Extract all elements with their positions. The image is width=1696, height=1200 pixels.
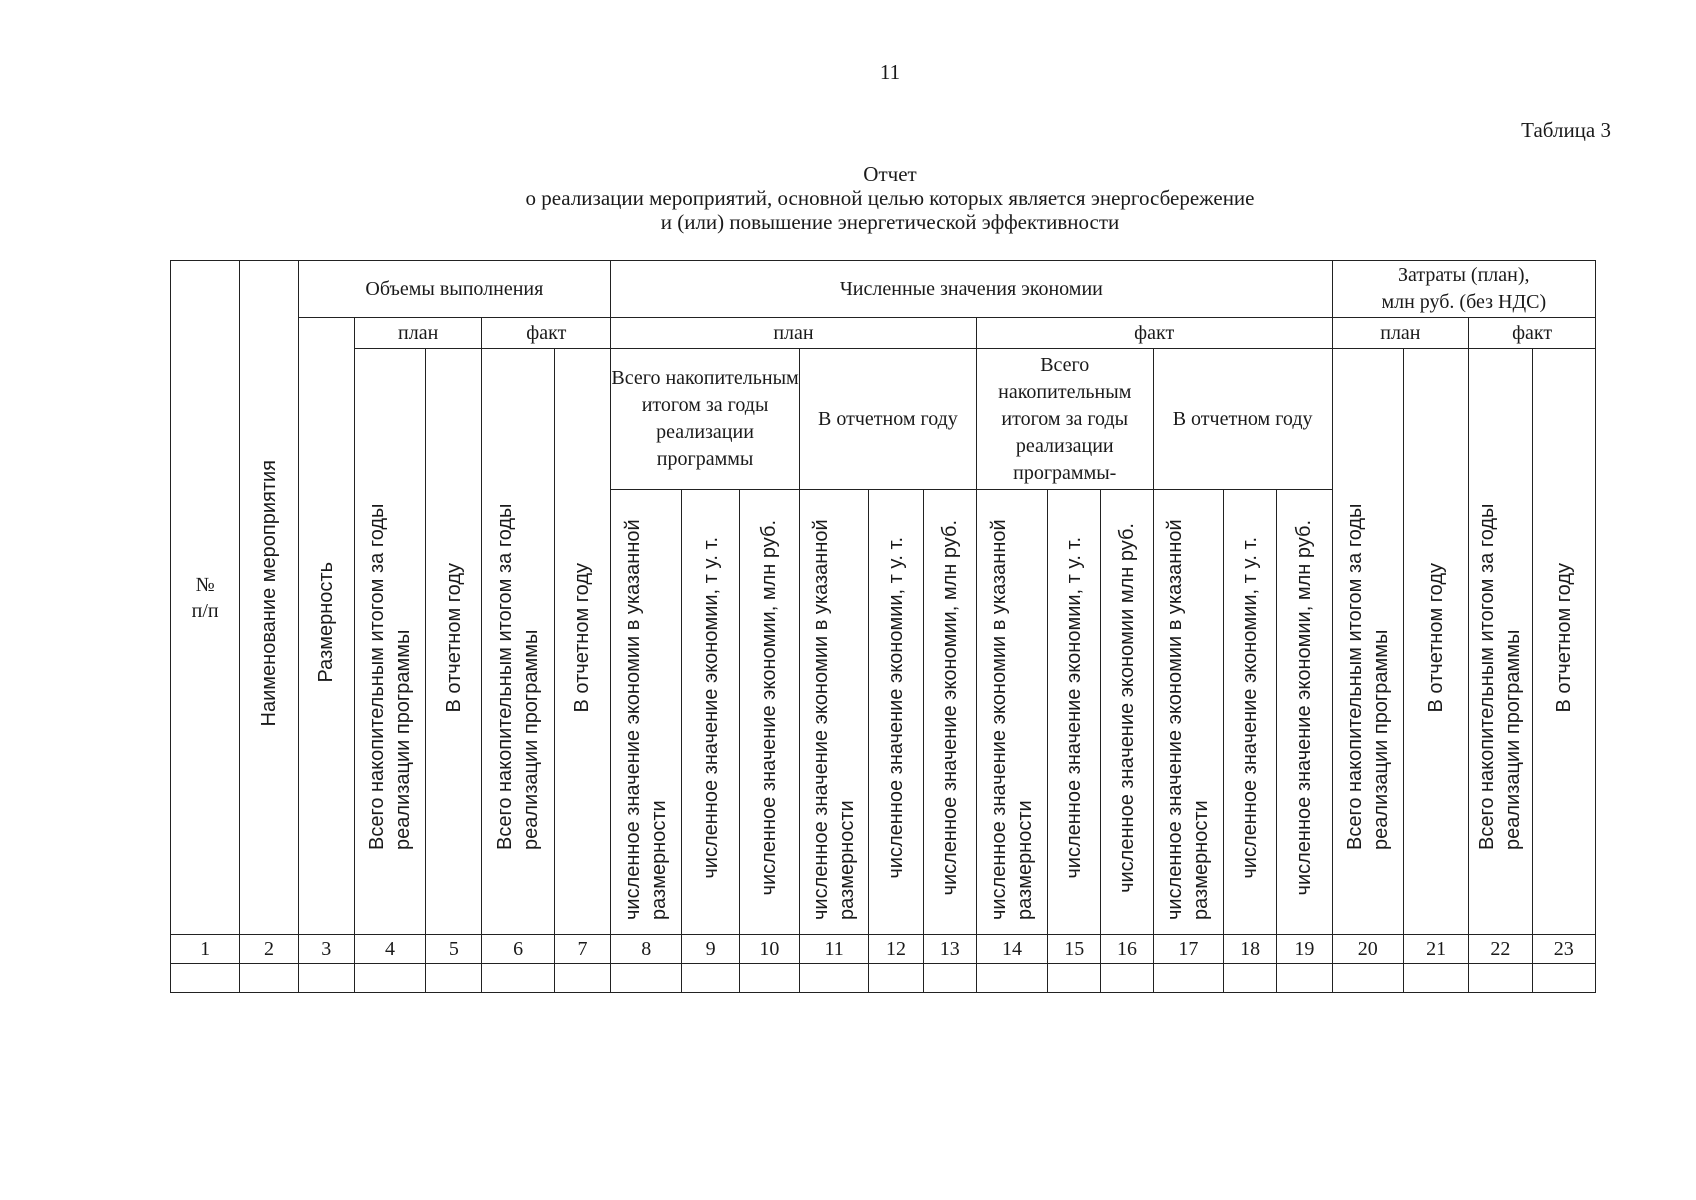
header-costs-line-1: Затраты (план), (1398, 264, 1530, 286)
title-line-2: о реализации мероприятий, основной целью которых является энергосбережение (525, 186, 1255, 210)
table-cell (1224, 964, 1277, 993)
header-volumes-plan: план (354, 318, 482, 349)
col-5-header: В отчетном году (426, 349, 482, 935)
report-table (170, 260, 1596, 993)
header-costs-line-2: млн руб. (без НДС) (1381, 291, 1547, 313)
header-costs (1332, 261, 1595, 318)
table-cell (1469, 964, 1532, 993)
header-no-line-2: п/п (191, 599, 219, 622)
table-cell (869, 964, 923, 993)
title-line-1: Отчет (863, 162, 917, 186)
header-savings: Численные значения экономии (611, 261, 1332, 318)
column-number: 9 (682, 935, 739, 964)
header-name-label: Наименование мероприятия (257, 460, 280, 727)
column-number: 23 (1532, 935, 1595, 964)
header-savings-plan: план (611, 318, 977, 349)
table-cell (682, 964, 739, 993)
table-cell (976, 964, 1047, 993)
column-number: 17 (1153, 935, 1223, 964)
header-dimension-label: Размерность (315, 561, 338, 683)
table-cell (554, 964, 610, 993)
col-11-header: численное значение экономии в указанной размерности (800, 490, 869, 935)
empty-data-row (171, 964, 1596, 993)
title-line-3: и (или) повышение энергетической эффективности (660, 210, 1120, 234)
col-7-header: В отчетном году (554, 349, 610, 935)
table-cell (923, 964, 976, 993)
header-no (171, 261, 240, 935)
table-cell (298, 964, 354, 993)
savings-fact-year-block: В отчетном году (1153, 349, 1332, 490)
col-14-header: численное значение экономии в указанной размерности (976, 490, 1047, 935)
col-13-header: численное значение экономии, млн руб. (923, 490, 976, 935)
column-number: 18 (1224, 935, 1277, 964)
column-number: 15 (1048, 935, 1101, 964)
report-title (0, 162, 1696, 234)
column-number: 1 (171, 935, 240, 964)
column-number: 12 (869, 935, 923, 964)
column-number: 3 (298, 935, 354, 964)
savings-plan-total-block: Всего накопительным итогом за годы реализации программы (611, 349, 800, 490)
column-number: 11 (800, 935, 869, 964)
column-number: 5 (426, 935, 482, 964)
table-cell (171, 964, 240, 993)
table-cell (240, 964, 298, 993)
col-23-header: В отчетном году (1532, 349, 1595, 935)
table-cell (1277, 964, 1332, 993)
header-volumes: Объемы выполнения (298, 261, 611, 318)
column-number: 21 (1403, 935, 1468, 964)
col-19-header: численное значение экономии, млн руб. (1277, 490, 1332, 935)
col-4-header: Всего накопительным итогом за годы реализации программы (354, 349, 425, 935)
savings-fact-total-block: Всего накопительным итогом за годы реализации программы- (976, 349, 1153, 490)
col-18-header: численное значение экономии, т у. т. (1224, 490, 1277, 935)
col-6-header: Всего накопительным итогом за годы реализации программы (482, 349, 554, 935)
col-9-header: численное значение экономии, т у. т. (682, 490, 739, 935)
header-costs-plan: план (1332, 318, 1469, 349)
col-22-header: Всего накопительным итогом за годы реализации программы (1469, 349, 1532, 935)
column-number: 22 (1469, 935, 1532, 964)
table-cell (739, 964, 799, 993)
header-name (240, 261, 298, 935)
savings-plan-year-block: В отчетном году (800, 349, 977, 490)
column-number: 6 (482, 935, 554, 964)
column-number: 4 (354, 935, 425, 964)
page-number: 11 (879, 60, 901, 84)
column-number: 7 (554, 935, 610, 964)
column-number: 19 (1277, 935, 1332, 964)
table-cell (1153, 964, 1223, 993)
table-cell (611, 964, 682, 993)
table-cell (482, 964, 554, 993)
col-12-header: численное значение экономии, т у. т. (869, 490, 923, 935)
table-number: Таблица 3 (1521, 118, 1611, 142)
column-number: 2 (240, 935, 298, 964)
col-20-header: Всего накопительным итогом за годы реализации программы (1332, 349, 1403, 935)
header-no-line-1: № (195, 573, 215, 596)
table-cell (426, 964, 482, 993)
table-cell (354, 964, 425, 993)
header-volumes-fact: факт (482, 318, 611, 349)
col-21-header: В отчетном году (1403, 349, 1468, 935)
table-cell (1101, 964, 1153, 993)
col-10-header: численное значение экономии, млн руб. (739, 490, 799, 935)
table-cell (1048, 964, 1101, 993)
column-number: 13 (923, 935, 976, 964)
column-number: 16 (1101, 935, 1153, 964)
column-number: 20 (1332, 935, 1403, 964)
column-number: 10 (739, 935, 799, 964)
table-cell (1403, 964, 1468, 993)
col-16-header: численное значение экономии млн руб. (1101, 490, 1153, 935)
col-15-header: численное значение экономии, т у. т. (1048, 490, 1101, 935)
table-cell (1532, 964, 1595, 993)
table-cell (800, 964, 869, 993)
header-dimension (298, 318, 354, 935)
column-number: 14 (976, 935, 1047, 964)
col-8-header: численное значение экономии в указанной размерности (611, 490, 682, 935)
header-costs-fact: факт (1469, 318, 1596, 349)
column-numbers-row (171, 935, 1596, 964)
col-17-header: численное значение экономии в указанной размерности (1153, 490, 1223, 935)
header-savings-fact: факт (976, 318, 1332, 349)
column-number: 8 (611, 935, 682, 964)
table-cell (1332, 964, 1403, 993)
